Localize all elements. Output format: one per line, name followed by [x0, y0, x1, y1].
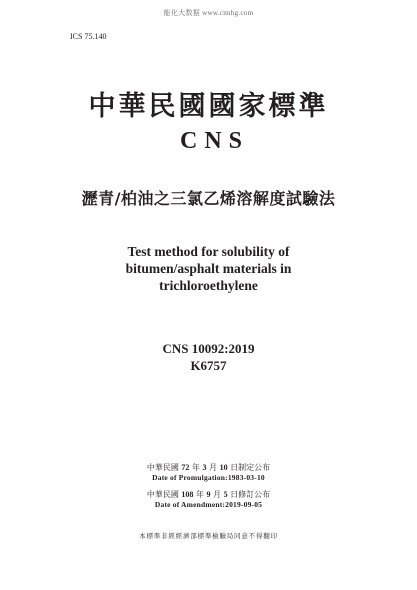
standard-number: CNS 10092:2019 — [162, 341, 255, 356]
amendment-prefix: 中華民國 — [146, 490, 179, 499]
promulgation-date-zh — [0, 462, 417, 473]
standard-code-block — [0, 340, 417, 374]
promulgation-prefix: 中華民國 — [146, 463, 179, 472]
national-standard-title: 中華民國國家標準 — [88, 91, 329, 122]
promulgation-year: 72 — [181, 463, 190, 472]
watermark-text: 能化大数据 www.cnnhg.com — [163, 9, 254, 17]
english-title-line-2: bitumen/asphalt materials in — [125, 261, 292, 276]
promulgation-date-en: Date of Promulgation:1983-03-10 — [152, 473, 265, 482]
chinese-title: 瀝青/柏油之三氯乙烯溶解度試驗法 — [81, 189, 336, 208]
amendment-date-en: Date of Amendment:2019-09-05 — [154, 500, 263, 509]
copyright-notice: 本標準非經經濟部標準檢驗局同意不得翻印 — [139, 532, 278, 540]
amendment-year: 108 — [181, 490, 194, 499]
english-title — [0, 243, 417, 294]
amendment-month: 9 — [206, 490, 211, 499]
english-title-line-1: Test method for solubility of — [127, 244, 290, 259]
cns-label: CNS — [179, 128, 249, 154]
amendment-suffix: 日修訂公布 — [230, 490, 271, 499]
promulgation-year-unit: 年 — [191, 463, 200, 472]
promulgation-month: 3 — [202, 463, 207, 472]
amendment-day: 5 — [223, 490, 228, 499]
amendment-date-zh — [0, 489, 417, 500]
ics-code: ICS 75.140 — [70, 32, 107, 41]
english-title-line-3: trichloroethylene — [159, 278, 258, 293]
promulgation-day: 10 — [219, 463, 228, 472]
amendment-month-unit: 月 — [213, 490, 222, 499]
amendment-year-unit: 年 — [195, 490, 204, 499]
promulgation-suffix: 日制定公布 — [230, 463, 271, 472]
promulgation-month-unit: 月 — [209, 463, 218, 472]
classification-number: K6757 — [190, 358, 227, 373]
